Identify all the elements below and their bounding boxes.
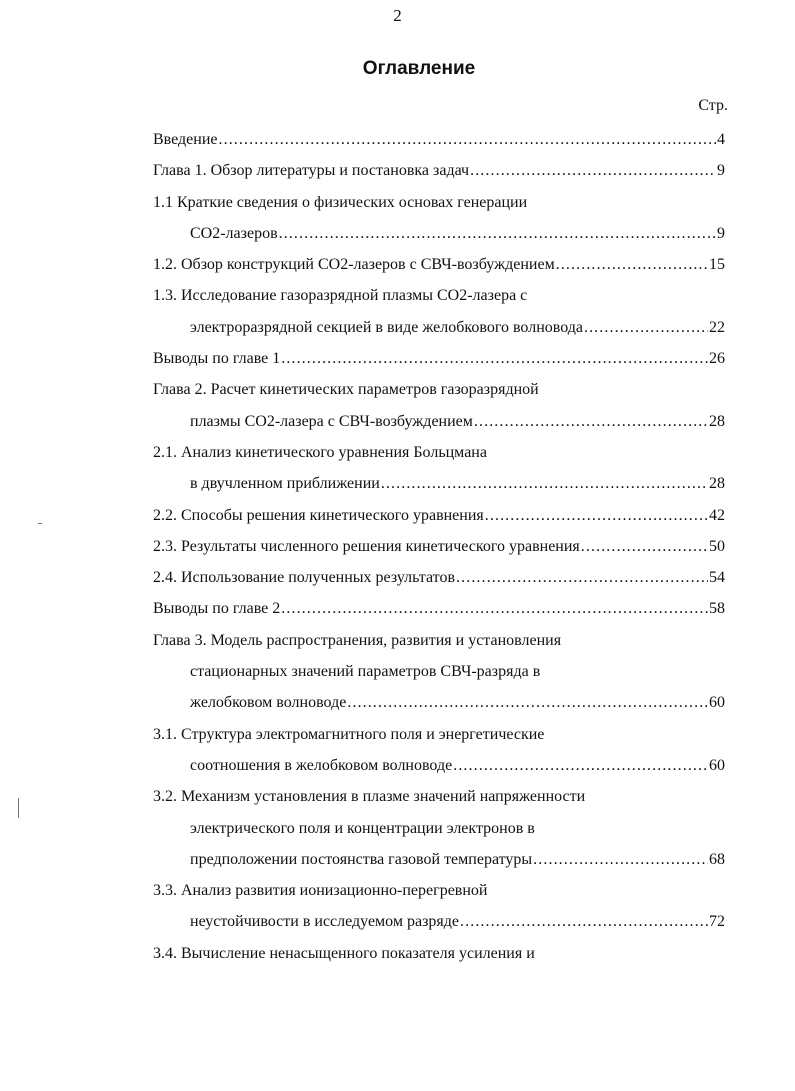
dot-leader	[470, 155, 716, 186]
toc-entry-text: СО2-лазеров	[190, 224, 278, 242]
toc-entry	[153, 875, 725, 906]
page-title: Оглавление	[362, 58, 476, 79]
toc-entry-page: 58	[709, 600, 725, 618]
page-column-label: Стр.	[698, 97, 728, 114]
dot-leader	[381, 468, 708, 499]
toc-entry	[153, 781, 725, 812]
toc-entry-text: соотношения в желобковом волноводе	[190, 756, 453, 774]
toc-entry-text: в двучленном приближении	[190, 475, 380, 493]
toc-entry	[153, 312, 725, 343]
toc-entry-text: 2.3. Результаты численного решения кинетического уравнения	[153, 537, 580, 555]
dot-leader	[453, 750, 708, 781]
dot-leader	[219, 124, 717, 155]
toc-entry	[153, 124, 725, 155]
dot-leader	[281, 593, 708, 624]
toc-entry-text: 3.3. Анализ развития ионизационно-перегревной	[153, 882, 488, 900]
toc-entry	[153, 687, 725, 718]
toc-entry	[153, 750, 725, 781]
dot-leader	[460, 906, 708, 937]
toc-entry	[153, 813, 725, 844]
toc-entry-text: предположении постоянства газовой температуры	[190, 850, 533, 868]
toc-entry	[153, 625, 725, 656]
dot-leader	[485, 500, 708, 531]
toc-entry	[153, 906, 725, 937]
toc-entry-text: неустойчивости в исследуемом разряде	[190, 913, 460, 931]
toc-entry	[153, 844, 725, 875]
dot-leader	[456, 562, 708, 593]
toc-entry-page: 9	[717, 224, 725, 242]
toc-entry-page: 22	[709, 318, 725, 336]
toc-entry-text: 3.2. Механизм установления в плазме значений напряженности	[153, 788, 586, 806]
toc-entry-text: электрического поля и концентрации электронов в	[190, 819, 535, 837]
toc-entry-page: 15	[709, 256, 725, 274]
toc-entry-page: 72	[709, 913, 725, 931]
toc-entry	[153, 280, 725, 311]
toc-entry-page: 28	[709, 475, 725, 493]
toc-entry-text: Глава 1. Обзор литературы и постановка задач	[153, 162, 470, 180]
toc-entry-text: 1.2. Обзор конструкций СО2-лазеров с СВЧ-возбуждением	[153, 256, 555, 274]
toc-entry-text: Выводы по главе 2	[153, 600, 281, 618]
toc-entry	[153, 437, 725, 468]
toc-entry	[153, 374, 725, 405]
toc-entry-text: 2.2. Способы решения кинетического уравнения	[153, 506, 484, 524]
toc-entry	[153, 531, 725, 562]
toc-entry	[153, 593, 725, 624]
toc-entry-text: 2.4. Использование полученных результатов	[153, 569, 456, 587]
dot-leader	[584, 312, 708, 343]
toc-entry-text: стационарных значений параметров СВЧ-разряда в	[190, 663, 541, 681]
toc-entry	[153, 343, 725, 374]
toc-entry-text: желобковом волноводе	[190, 694, 347, 712]
toc-entry-text: 3.1. Структура электромагнитного поля и энергетические	[153, 725, 545, 743]
toc-entry-text: электроразрядной секцией в виде желобкового волновода	[190, 318, 583, 336]
toc-entry	[153, 155, 725, 186]
toc-entry-page: 54	[709, 569, 725, 587]
toc-entry	[153, 406, 725, 437]
toc-entry-page: 60	[709, 756, 725, 774]
toc-entry	[153, 500, 725, 531]
toc-entry-text: 2.1. Анализ кинетического уравнения Больцмана	[153, 443, 487, 461]
toc-entry	[153, 218, 725, 249]
toc-entry-page: 9	[717, 162, 725, 180]
toc-entry	[153, 938, 725, 969]
dot-leader	[474, 406, 708, 437]
toc-entry-page: 68	[709, 850, 725, 868]
toc-entry-text: 3.4. Вычисление ненасыщенного показателя усиления и	[153, 944, 535, 962]
toc-entry	[153, 719, 725, 750]
toc-entry-page: 50	[709, 537, 725, 555]
dot-leader	[279, 218, 716, 249]
toc-entry	[153, 187, 725, 218]
scan-mark	[18, 798, 19, 818]
dot-leader	[533, 844, 708, 875]
page-number: 2	[393, 6, 402, 25]
toc-entry-text: Глава 2. Расчет кинетических параметров газоразрядной	[153, 381, 539, 399]
toc-entry-text: 1.1 Краткие сведения о физических основах генерации	[153, 193, 528, 211]
toc-entry-page: 42	[709, 506, 725, 524]
toc-entry-page: 28	[709, 412, 725, 430]
table-of-contents	[153, 124, 725, 969]
toc-entry	[153, 656, 725, 687]
toc-entry	[153, 468, 725, 499]
toc-entry	[153, 249, 725, 280]
toc-entry-page: 26	[709, 350, 725, 368]
toc-entry-text: Глава 3. Модель распространения, развития и установления	[153, 631, 562, 649]
toc-entry-text: Выводы по главе 1	[153, 350, 281, 368]
dot-leader	[556, 249, 708, 280]
toc-entry-page: 4	[717, 131, 725, 148]
toc-entry-text: 1.3. Исследование газоразрядной плазмы СО2-лазера с	[153, 287, 528, 305]
dot-leader	[281, 343, 708, 374]
toc-entry	[153, 562, 725, 593]
toc-entry-text: плазмы СО2-лазера с СВЧ-возбуждением	[190, 412, 473, 430]
toc-entry-page: 60	[709, 694, 725, 712]
dot-leader	[581, 531, 708, 562]
dot-leader	[347, 687, 708, 718]
scan-mark	[38, 523, 42, 524]
toc-entry-text: Введение	[153, 131, 218, 148]
